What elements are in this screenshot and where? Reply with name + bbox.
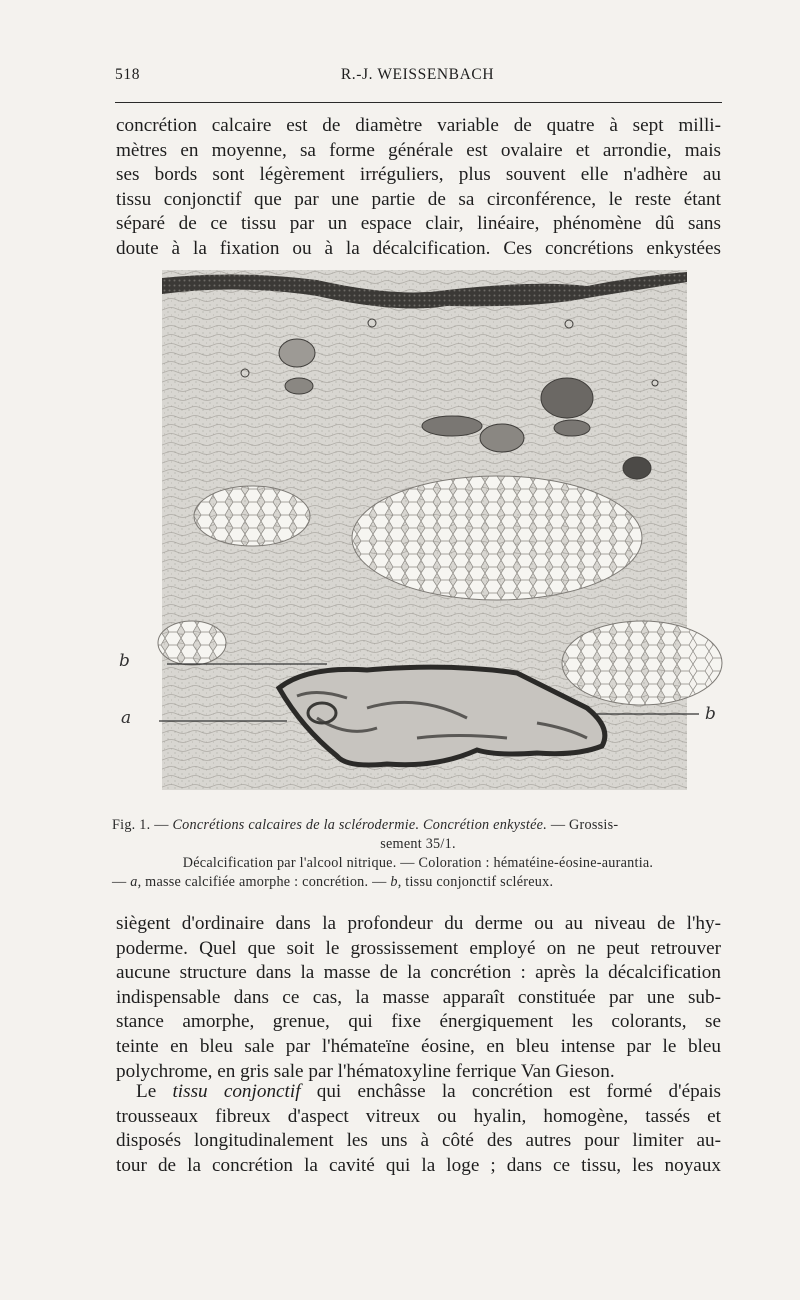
text-fragment: Le: [136, 1081, 173, 1102]
caption-line-2: sement 35/1.: [380, 836, 456, 852]
histology-drawing: [117, 268, 728, 798]
text-line: concrétion calcaire est de diamètre variable de quatre à sept milli-: [116, 115, 721, 136]
text-line: trousseaux fibreux d'aspect vitreux ou hyalin, homogène, tassés et: [116, 1105, 721, 1127]
page-number: 518: [115, 66, 141, 83]
bottom-paragraph-1: [116, 912, 721, 1084]
running-head: R.-J. WEISSENBACH: [340, 66, 495, 83]
text-line: aucune structure dans la masse de la concrétion : après la décalcification: [116, 962, 721, 984]
text-line: séparé de ce tissu par un espace clair, linéaire, phénomène dû sans: [116, 213, 721, 235]
text-line: tour de la concrétion la cavité qui la loge ; dans ce tissu, les noyaux: [116, 1154, 721, 1176]
text-line: [116, 1080, 721, 1105]
text-line: mètres en moyenne, sa forme générale est ovalaire et arrondie, mais: [116, 139, 721, 161]
text-line: poderme. Quel que soit le grossissement employé on ne peut retrouver: [116, 937, 721, 959]
text-line: indispensable dans ce cas, la masse apparaît constituée par une sub-: [116, 986, 721, 1008]
caption-line-3: Décalcification par l'alcool nitrique. — Coloration : hématéine-éosine-aurantia.: [182, 855, 654, 871]
text-fragment: qui enchâsse la concrétion est formé d'épais: [300, 1081, 721, 1102]
page-header: [115, 66, 720, 92]
caption-key-a-desc: masse calcifiée amorphe : concrétion. —: [141, 874, 391, 890]
text-line: teinte en bleu sale par l'hémateïne éosine, en bleu intense par le bleu: [116, 1035, 721, 1057]
bottom-paragraph-2: [116, 1080, 721, 1178]
caption-key-b: b,: [390, 874, 402, 890]
caption-line-4: [112, 873, 724, 892]
figure-label-b-right: b: [705, 704, 716, 724]
text-line: siègent d'ordinaire dans la profondeur du derme ou au niveau de l'hy-: [116, 913, 721, 934]
header-rule: [115, 102, 722, 103]
text-line: tissu conjonctif que par une partie de sa circonférence, le reste étant: [116, 188, 721, 210]
caption-fig-number: Fig. 1. —: [112, 817, 173, 833]
figure-label-b-left: b: [119, 651, 130, 671]
text-line: stance amorphe, grenue, qui fixe énergiquement les colorants, se: [116, 1011, 721, 1033]
text-line: polychrome, en gris sale par l'hématoxyline ferrique Van Gieson.: [116, 1060, 615, 1082]
caption-key-a: a,: [130, 874, 142, 890]
top-paragraph: [116, 114, 721, 262]
caption-title: Concrétions calcaires de la sclérodermie. Concrétion enkystée.: [172, 817, 548, 833]
caption-magnification-start: — Grossis-: [547, 817, 619, 833]
histology-figure: [117, 268, 728, 798]
emphasis-term: tissu conjonctif: [172, 1081, 301, 1102]
caption-line-1: [112, 816, 724, 835]
figure-label-a: a: [121, 708, 132, 728]
text-line: doute à la fixation ou à la décalcification. Ces concrétions enkystées: [116, 237, 721, 259]
caption-dash: —: [112, 874, 131, 890]
figure-caption: [112, 816, 724, 892]
text-line: disposés longitudinalement les uns à côté des autres pour limiter au-: [116, 1130, 721, 1152]
caption-key-b-desc: tissu conjonctif scléreux.: [401, 874, 554, 890]
text-line: ses bords sont légèrement irréguliers, plus souvent elle n'adhère au: [116, 164, 721, 186]
